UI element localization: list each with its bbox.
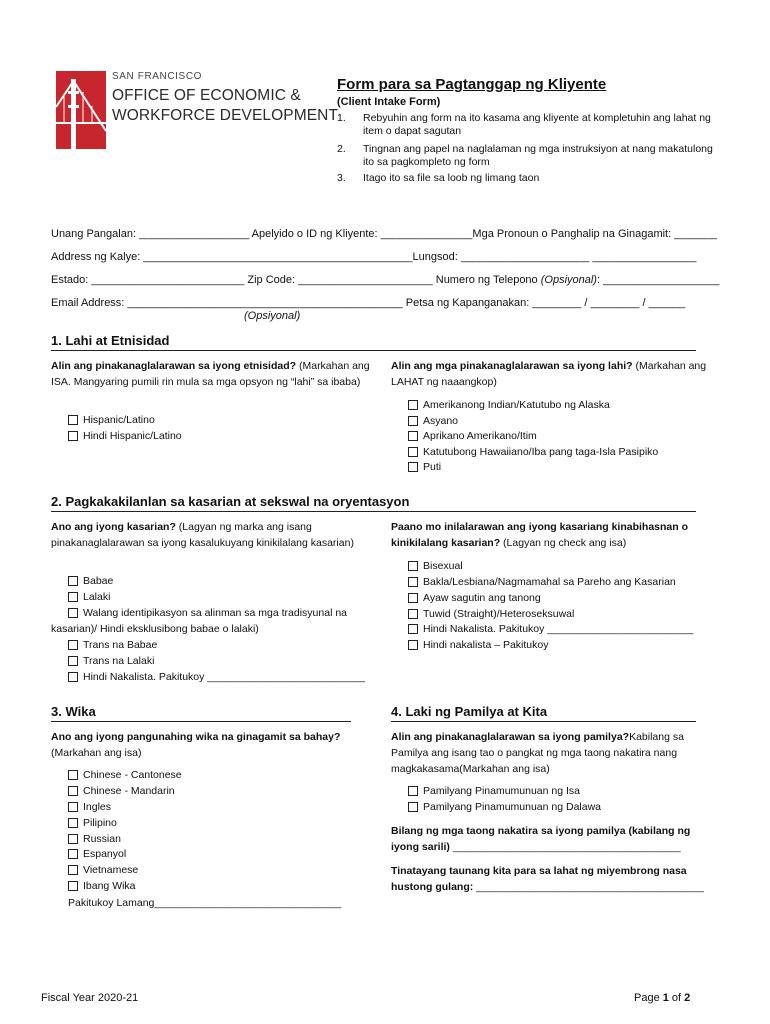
option-label: Walang identipikasyon sa alinman sa mga tradisyunal na [83,607,348,619]
option-label: Hindi Nakalista. Pakitukoy _________________________ [423,623,694,635]
language-other-field[interactable]: Pakitukoy Lamang________________________________ [68,897,342,909]
option-orientation-4[interactable] [408,607,574,623]
option-label: Bakla/Lesbiana/Nagmamahal sa Pareho ang Kasarian [423,576,676,588]
option-label: Babae [83,575,114,587]
checkbox[interactable] [408,609,418,619]
race-question-note: (Markahan ang LAHAT ng naaangkop) [391,360,707,388]
option-label: Chinese - Mandarin [83,785,175,797]
page-prefix: Page [634,992,663,1004]
option-orientation-6[interactable] [408,638,548,654]
logo-org-line1: OFFICE OF ECONOMIC & [112,87,301,104]
option-label: Trans na Babae [83,639,158,651]
option-race-2[interactable] [408,414,458,430]
state-zip-phone-row[interactable] [51,274,719,286]
option-family-1[interactable] [408,784,580,800]
option-language-4[interactable] [68,816,117,832]
gender-question-bold: Ano ang iyong kasarian? [51,521,176,533]
option-label: Hindi nakalista – Pakitukoy [423,639,549,651]
option-label: Trans na Lalaki [83,655,155,667]
section-3-title: 3. Wika [51,704,96,719]
checkbox[interactable] [408,593,418,603]
page-number [634,992,690,1004]
section-1-title: 1. Lahi at Etnisidad [51,333,170,348]
checkbox[interactable] [408,640,418,650]
option-label: Ibang Wika [83,880,136,892]
instruction-text: Itago ito sa file sa loob ng limang taon [363,172,540,184]
checkbox[interactable] [68,834,78,844]
checkbox[interactable] [68,818,78,828]
checkbox[interactable] [408,447,418,457]
option-language-7[interactable] [68,863,138,879]
option-language-1[interactable] [68,768,182,784]
option-language-8[interactable] [68,879,136,895]
option-gender-5[interactable] [68,654,154,670]
oewd-logo [56,71,339,151]
section-1-divider [51,350,696,351]
option-gender-4[interactable] [68,638,157,654]
option-label: Katutubong Hawaiiano/Iba pang taga-Isla Pasipiko [423,446,659,458]
option-language-5[interactable] [68,832,121,848]
option-not-hispanic[interactable] [68,429,182,445]
bridge-icon [56,71,106,149]
option-label: Amerikanong Indian/Katutubo ng Alaska [423,399,610,411]
section-4-divider [391,721,696,722]
checkbox[interactable] [408,462,418,472]
language-question [51,729,371,761]
option-language-2[interactable] [68,784,175,800]
logo-org-line2: WORKFORCE DEVELOPMENT [112,107,339,124]
option-gender-6[interactable] [68,670,365,686]
instruction-text: Rebyuhin ang form na ito kasama ang kliyente at kompletuhin ang lahat ng item o dapat sagutan [363,112,711,137]
ethnicity-question-bold: Alin ang pinakanaglalarawan sa iyong etnisidad? [51,360,297,372]
name-fields-row[interactable]: Unang Pangalan: __________________ Apelyido o ID ng Kliyente: _______________Mga Pronoun o Panghalip na Ginagamit: _______ [51,228,718,240]
option-orientation-3[interactable] [408,591,541,607]
option-gender-3[interactable] [68,606,347,622]
option-label: Hispanic/Latino [83,414,155,426]
family-question-bold: Alin ang pinakanaglalarawan sa iyong pamilya? [391,731,630,743]
checkbox[interactable] [68,865,78,875]
checkbox[interactable] [68,786,78,796]
orientation-question-note: (Lagyan ng check ang isa) [500,537,627,549]
option-label: Ayaw sagutin ang tanong [423,592,541,604]
option-family-2[interactable] [408,800,601,816]
checkbox[interactable] [68,849,78,859]
option-label: Puti [423,461,442,473]
race-question [391,358,711,390]
checkbox[interactable] [408,786,418,796]
checkbox[interactable] [68,640,78,650]
option-label: Chinese - Cantonese [83,769,182,781]
logo-org-small: SAN FRANCISCO [112,71,203,82]
option-label: Russian [83,833,121,845]
annual-income-field[interactable] [391,863,721,895]
checkbox[interactable] [68,656,78,666]
page-current: 1 [662,992,669,1004]
option-label: Pamilyang Pinamumunuan ng Dalawa [423,801,602,813]
option-label: Bisexual [423,560,463,572]
option-language-3[interactable] [68,800,111,816]
section-2-title: 2. Pagkakakilanlan sa kasarian at sekswal na oryentasyon [51,494,410,509]
email-dob-row[interactable]: Email Address: _____________________________________________ Petsa ng Kapanganakan: ________ / ________ / ______ [51,297,686,309]
option-label: Lalaki [83,591,111,603]
option-label: Pamilyang Pinamumunuan ng Isa [423,785,581,797]
option-race-3[interactable] [408,429,537,445]
phone-line: : ___________________ [596,274,720,286]
fiscal-year: Fiscal Year 2020-21 [41,992,139,1004]
option-label: Asyano [423,415,459,427]
section-2-divider [51,511,696,512]
option-label: Hindi Nakalista. Pakitukoy ___________________________ [83,671,365,683]
instruction-text: Tingnan ang papel na naglalaman ng mga instruksiyon at nang makatulong ito sa pagkompleto ng form [363,143,713,168]
ethnicity-question-note: (Markahan ang ISA. Mangyaring pumili rin mula sa mga opsyon ng “lahi” sa ibaba) [51,360,370,388]
checkbox[interactable] [408,802,418,812]
checkbox[interactable] [68,608,78,618]
gender-question-note: (Lagyan ng marka ang isang pinakanaglalarawan sa iyong kasalukuyang kinikilalang kasarian) [51,521,354,549]
email-optional-note: (Opsiyonal) [244,310,301,322]
option-gender-2[interactable] [68,590,110,606]
checkbox[interactable] [408,431,418,441]
instruction-number: 2. [337,143,346,155]
checkbox[interactable] [68,592,78,602]
gender-question [51,519,371,551]
optional-note: (Opsiyonal) [540,274,597,286]
option-label: Espanyol [83,848,127,860]
option-label: Pilipino [83,817,117,829]
form-title: Form para sa Pagtanggap ng Kliyente [337,76,607,93]
checkbox[interactable] [68,576,78,586]
option-orientation-1[interactable] [408,559,463,575]
checkbox[interactable] [68,431,78,441]
orientation-question-bold: Paano mo inilalarawan ang iyong kasariang kinabihasnan o kinikilalang kasarian? [391,521,688,549]
checkbox[interactable] [68,770,78,780]
option-label: Hindi Hispanic/Latino [83,430,182,442]
option-language-6[interactable] [68,847,126,863]
option-orientation-5[interactable] [408,622,693,638]
checkbox[interactable] [408,624,418,634]
household-size-line[interactable]: _______________________________________ [449,841,681,853]
family-question [391,729,711,777]
annual-income-label: Tinatayang taunang kita para sa lahat ng miyembrong nasa hustong gulang: [391,865,687,893]
checkbox[interactable] [408,400,418,410]
instruction-number: 3. [337,172,346,184]
option-race-5[interactable] [408,460,441,476]
checkbox[interactable] [68,802,78,812]
option-label: Tuwid (Straight)/Heteroseksuwal [423,608,575,620]
option-race-4[interactable] [408,445,658,461]
checkbox[interactable] [408,577,418,587]
family-question-note: Kabilang sa Pamilya ang isang tao o pangkat ng mga taong nakatira nang magkakasama(Markahan ang isa) [391,731,684,775]
language-question-note: (Markahan ang isa) [51,747,142,759]
option-label: Aprikano Amerikano/Itim [423,430,537,442]
address-fields-row[interactable]: Address ng Kalye: ____________________________________________Lungsod: _____________________ _________________ [51,251,697,263]
orientation-question [391,519,711,551]
option-label: Ingles [83,801,112,813]
page-total: 2 [684,992,691,1004]
annual-income-line[interactable]: _______________________________________ [473,881,704,893]
checkbox[interactable] [408,416,418,426]
checkbox[interactable] [68,415,78,425]
section-3-divider [51,721,351,722]
page-of: of [668,992,685,1004]
option-gender-3-wrap: kasarian)/ Hindi eksklusibong babae o lalaki) [51,623,259,635]
language-question-bold: Ano ang iyong pangunahing wika na ginagamit sa bahay? [51,731,341,743]
checkbox[interactable] [68,672,78,682]
household-size-label: Bilang ng mga taong nakatira sa iyong pamilya (kabilang ng iyong sarili) [391,825,691,853]
option-label: Vietnamese [83,864,139,876]
checkbox[interactable] [68,881,78,891]
option-orientation-2[interactable] [408,575,676,591]
instruction-number: 1. [337,112,346,124]
household-size-field[interactable] [391,823,711,855]
race-question-bold: Alin ang mga pinakanaglalarawan sa iyong lahi? [391,360,633,372]
option-race-1[interactable] [408,398,610,414]
form-subtitle: (Client Intake Form) [337,96,441,108]
checkbox[interactable] [408,561,418,571]
option-gender-1[interactable] [68,574,113,590]
state-zip-phone-text: Estado: _________________________ Zip Code: ______________________ Numero ng Telepono [51,274,541,286]
section-4-title: 4. Laki ng Pamilya at Kita [391,704,548,719]
ethnicity-question [51,358,381,390]
option-hispanic[interactable] [68,413,155,429]
